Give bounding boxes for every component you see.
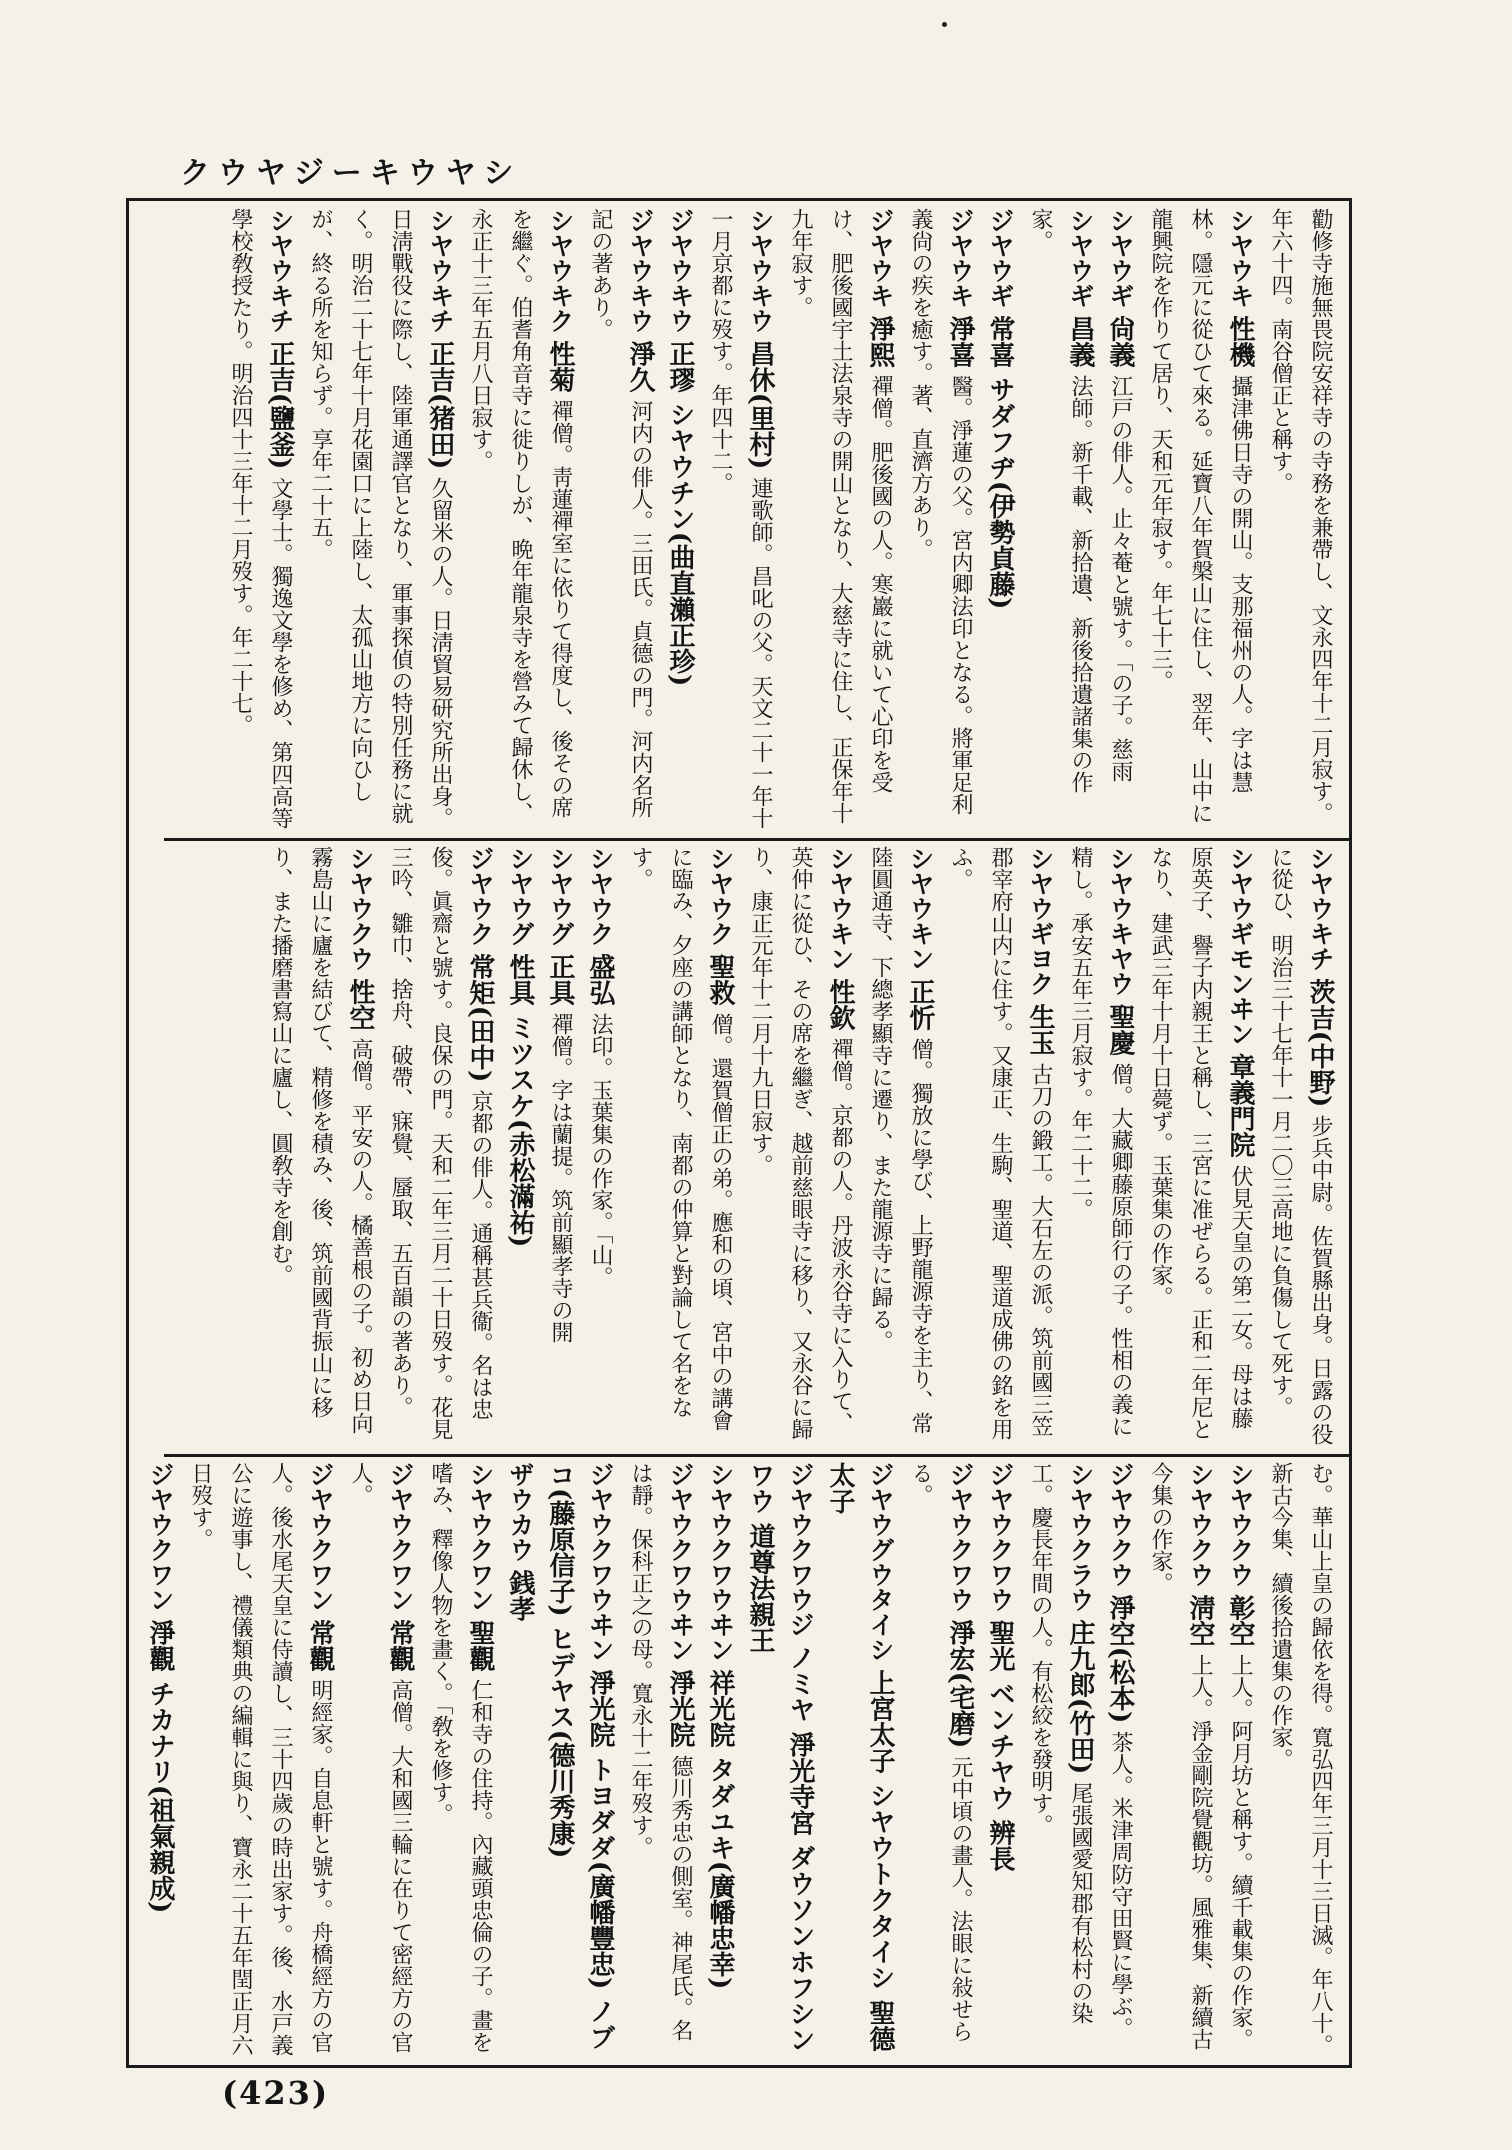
entry-text: 步兵中尉。佐賀縣出身。日露の役に從ひ、明治三十七年十一月二〇三高地に負傷して死す。 — [1268, 846, 1333, 1445]
running-head: クウヤジーキウヤシ — [180, 156, 522, 191]
entry-text: 高僧。大和國三輪に在りて密經方の官人。 — [348, 1462, 413, 2054]
dictionary-entry — [1020, 208, 1100, 830]
entry-name: 昌休(里村) — [745, 340, 775, 470]
entry-heading: シヤウグ — [546, 846, 575, 946]
entry-heading: シヤウキチ — [266, 208, 295, 333]
entry-heading: ジヤウクワン — [146, 1462, 175, 1612]
dictionary-entry — [740, 846, 860, 1446]
entry-name: 性菊 — [545, 340, 575, 393]
entry-text: 高僧。平安の人。橘善根の子。初め日向霧島山に廬を結びて、精修を積み、後、筑前國背振山に移り、また播磨書寫山に廬し、圓敎寺を創む。 — [268, 846, 373, 1435]
dictionary-entry — [1260, 208, 1340, 830]
entry-name: 淨熙 — [865, 315, 895, 368]
entry-name: 性機 — [1225, 315, 1255, 368]
entry-name: 聖觀 — [465, 1619, 495, 1672]
entry-text: 禪僧。靑蓮禪室に依りて得度し、後その席を繼ぐ。伯耆角音寺に徙りしが、晩年龍泉寺を營みて歸休し、永正十三年五月八日寂す。 — [468, 208, 573, 824]
entry-heading: シヤウギ — [1066, 208, 1095, 308]
dictionary-entry — [620, 846, 740, 1446]
entry-name: 正璆 シヤウチン(曲直瀨正珍) — [665, 340, 695, 687]
entry-heading: ジヤウクワン — [386, 1462, 415, 1612]
entry-text: 江戸の俳人。止々菴と號す。「の子。慈雨 — [1108, 375, 1133, 783]
dictionary-entry — [540, 846, 580, 1446]
entry-heading: シヤウクウ — [1226, 1462, 1255, 1587]
band-divider-2 — [164, 1454, 1350, 1457]
band-divider-1 — [164, 838, 1350, 841]
entry-heading: ジヤウクワウヰン — [666, 1462, 695, 1662]
entry-text: 明經家。自息軒と號す。舟橋經方の官人。後水尾天皇に侍讀し、三十四歲の時出家す。後、水戸義公に遊事し、禮儀類典の編輯に與り、寶永二十五年閏正月六日歿す。 — [188, 1462, 333, 2056]
entry-name: 淨光院 — [665, 1669, 695, 1748]
dictionary-entry — [1020, 1462, 1100, 2062]
entry-text: 僧。還賀僧正の弟。應和の頃、宮中の講會に臨み、夕座の講師となり、南都の仲算と對論して名をなす。 — [628, 846, 733, 1432]
dictionary-entry — [980, 1462, 1020, 2062]
entry-text: 京都の俳人。通稱甚兵衞。名は忠俊。眞齋と號す。良保の門。天和二年三月二十日歿す。花見三吟、雛巾、捨舟、破帶、寐覺、蜃取、五百韻の著あり。 — [388, 846, 493, 1440]
entry-heading: シヤウキ — [1226, 208, 1255, 308]
entry-name: 生玉 — [1025, 1003, 1055, 1056]
entry-heading: ジヤウクワン — [306, 1462, 335, 1612]
dictionary-entry — [820, 1462, 900, 2062]
entry-heading: シヤウクラウ — [1066, 1462, 1095, 1612]
dictionary-entry — [580, 846, 620, 1446]
page-number: (423) — [222, 2074, 330, 2112]
entry-text: 僧。獨放に學び、上野龍源寺を主り、常陸圓通寺、下總孝顯寺に遷り、また龍源寺に歸る。 — [868, 846, 933, 1435]
entry-text: 禪僧。字は蘭提。筑前顯孝寺の開 — [548, 1013, 573, 1344]
dictionary-entry — [1140, 208, 1260, 830]
entry-heading: ジヤウキウ — [626, 208, 655, 333]
entry-name: 彰空 — [1225, 1594, 1255, 1647]
dictionary-entry — [460, 208, 580, 830]
dictionary-entry — [700, 1462, 740, 2062]
entry-heading: シヤウギモンヰン — [1226, 846, 1255, 1046]
dictionary-entry — [1060, 846, 1140, 1446]
entry-name: 正吉(鹽釜) — [265, 340, 295, 470]
entry-heading: シヤウク — [706, 846, 735, 946]
dictionary-entry — [340, 1462, 420, 2062]
dictionary-entry — [1100, 208, 1140, 830]
dictionary-entry — [540, 1462, 620, 2062]
dictionary-entry — [420, 1462, 500, 2062]
entry-text: 攝津佛日寺の開山。支那福州の人。字は慧林。隱元に從ひて來る。延寶八年賀槃山に住し、翌年、山中に龍興院を作りて居り、天和元年寂す。年七十三。 — [1148, 208, 1253, 824]
dictionary-entry — [260, 846, 380, 1446]
entry-text: 文學士。獨逸文學を修め、第四高等學校敎授たり。明治四十三年十二月歿す。年二十七。 — [228, 208, 293, 829]
entry-name: 庄九郎(竹田) — [1065, 1619, 1095, 1775]
entry-heading: ジヤウギ — [986, 208, 1015, 308]
entry-name: 正忻 — [905, 978, 935, 1031]
entry-name: 淨空(松本) — [1105, 1594, 1135, 1724]
entry-name: 尙義 — [1105, 315, 1135, 368]
entry-heading: シヤウキチ — [1306, 846, 1335, 971]
dictionary-entry — [740, 1462, 820, 2062]
entry-text: 古刀の鍛工。大石左の派。筑前國三笠郡宰府山内に住す。又康正、生駒、聖道、聖道成佛の銘を用ふ。 — [948, 846, 1053, 1440]
dictionary-entry — [1220, 1462, 1260, 2062]
text-band-2 — [166, 846, 1340, 1446]
entry-heading: シヤウキン — [826, 846, 855, 971]
dictionary-entry — [660, 208, 700, 830]
dictionary-entry — [580, 208, 660, 830]
entry-heading: ジヤウキ — [946, 208, 975, 308]
entry-name: 正具 — [545, 953, 575, 1006]
entry-text: 法師。新千載、新拾遺、新後拾遺諸集の作家。 — [1028, 208, 1093, 794]
dictionary-entry — [780, 208, 900, 830]
entry-name: 常觀 — [385, 1619, 415, 1672]
entry-name: 淨光院 トヨダダ(廣幡豐忠) ノブコ(藤原信子) ヒデヤス(德川秀康) — [545, 1462, 615, 2051]
dictionary-entry — [620, 1462, 700, 2062]
entry-heading: ジヤウク — [466, 846, 495, 946]
entry-text: 德川秀忠の側室。神尾氏。名は靜。保科正之の母。寬永十二年歿す。 — [628, 1462, 693, 2042]
dictionary-entry — [700, 208, 780, 830]
entry-name: 聖光 ベンチヤウ 辨長 — [985, 1619, 1015, 1872]
text-band-3 — [145, 1462, 1340, 2062]
entry-heading: ザウカウ — [506, 1462, 535, 1562]
entry-text: 上人。淨金剛院覺觀坊。風雅集、新續古今集の作家。 — [1148, 1462, 1213, 2051]
dictionary-entry — [1140, 846, 1260, 1446]
entry-heading: シヤウキク — [546, 208, 575, 333]
entry-name: 淨喜 — [945, 315, 975, 368]
entry-heading: ジヤウキ — [866, 208, 895, 308]
dictionary-entry — [900, 208, 980, 830]
entry-name: 章義門院 — [1225, 1053, 1255, 1158]
entry-name: 常矩(田中) — [465, 953, 495, 1083]
entry-name: 性空 — [345, 978, 375, 1031]
entry-heading: シヤウキウ — [746, 208, 775, 333]
entry-heading: シヤウクウ — [346, 846, 375, 971]
entry-text: 仁和寺の住持。內藏頭忠倫の子。畫を嗜み、釋像人物を畫く。「敎を修す。 — [428, 1462, 493, 2054]
dictionary-entry — [500, 846, 540, 1446]
entry-name: 祥光院 タダユキ(廣幡忠幸) — [705, 1669, 735, 1990]
entry-heading: シヤウキヤウ — [1106, 846, 1135, 996]
entry-name: 聖慶 — [1105, 1003, 1135, 1056]
dictionary-entry — [1100, 1462, 1140, 2062]
entry-heading: シヤウグ — [506, 846, 535, 946]
dictionary-entry — [220, 208, 300, 830]
entry-heading: ジヤウクワウ — [986, 1462, 1015, 1612]
entry-name: 性欽 — [825, 978, 855, 1031]
dictionary-entry — [1140, 1462, 1220, 2062]
entry-name: 正吉(猪田) — [425, 340, 455, 470]
entry-text: 元中頃の畫人。法眼に敍せらる。 — [908, 1462, 973, 2042]
entry-heading: ジヤウクワウ — [946, 1462, 975, 1612]
entry-heading: シヤウクワン — [466, 1462, 495, 1612]
entry-name: 昌義 — [1065, 315, 1095, 368]
entry-name: 盛弘 — [585, 953, 615, 1006]
entry-heading: シヤウギヨク — [1026, 846, 1055, 996]
entry-text: 禪僧。京都の人。丹波永谷寺に入りて、英仲に從ひ、その席を繼ぎ、越前慈眼寺に移り、又永谷に歸り、康正元年十二月十九日寂す。 — [748, 846, 853, 1440]
entry-name: ノミヤ 淨光寺宮 ダウソンホフシンワウ 道尊法親王 — [745, 1462, 815, 2053]
dictionary-entry — [140, 1462, 180, 2062]
entry-text: 伏見天皇の第二女。母は藤原英子、譽子内親王と稱し、三宮に准ぜらる。正和二年尼となり、建武三年十月十日薨ず。玉葉集の作家。 — [1148, 846, 1253, 1440]
dictionary-entry — [1260, 1462, 1340, 2062]
dictionary-entry — [380, 846, 500, 1446]
entry-heading: シヤウク — [586, 846, 615, 946]
entry-text: 上人。阿月坊と稱す。續千載集の作家。 — [1228, 1654, 1253, 2051]
entry-text: 勸修寺施無畏院安祥寺の寺務を兼帶し、文永四年十二月寂す。年六十四。南谷僧正と稱す。 — [1268, 208, 1333, 824]
entry-text: 法印。玉葉集の作家。「山。 — [588, 1013, 613, 1289]
dictionary-entry — [1260, 846, 1340, 1446]
entry-name: 淨宏(宅磨) — [945, 1619, 975, 1749]
entry-text: 河内の俳人。三田氏。貞德の門。河内名所記の著あり。 — [588, 208, 653, 819]
dictionary-entry — [860, 846, 940, 1446]
entry-text: 僧。大藏卿藤原師行の子。性相の義に精し。承安五年三月寂す。年二十二。 — [1068, 846, 1133, 1438]
entry-text: 久留米の人。日淸貿易研究所出身。日淸戰役に際し、陸軍通譯官となり、軍事探偵の特別任務に就く。明治二十七年十月花園口に上陸し、太孤山地方に向ひしが、終る所を知らず。享年二十五。 — [308, 208, 453, 829]
entry-name: 淨觀 チカナリ(祖氣親成) — [145, 1619, 175, 1914]
entry-text: 醫。淨蓮の父。宮内卿法印となる。將軍足利義尙の疾を癒す。著、直濟方あり。 — [908, 208, 973, 816]
entry-text: 禪僧。肥後國の人。寒巖に就いて心印を受け、肥後國宇土法泉寺の開山となり、大慈寺に住し、正保年十九年寂す。 — [788, 208, 893, 824]
entry-name: 常喜 サダフヂ(伊勢貞藤) — [985, 315, 1015, 610]
dictionary-entry — [300, 208, 460, 830]
entry-text: 連歌師。昌叱の父。天文二十一年十一月京都に歿す。年四十二。 — [708, 208, 773, 829]
entry-heading: ジヤウグウタイシ — [866, 1462, 895, 1662]
entry-name: 聖救 — [705, 953, 735, 1006]
entry-heading: ジヤウクワウヰン — [586, 1462, 615, 1662]
entry-heading: ジヤウキウ — [666, 208, 695, 333]
text-band-1 — [166, 208, 1340, 830]
entry-heading: シヤウキチ — [426, 208, 455, 333]
entry-name: 銭孝 — [505, 1569, 535, 1622]
page-mark-dot — [942, 22, 947, 27]
entry-name: 上宮太子 シヤウトクタイシ 聖德太子 — [825, 1462, 895, 2052]
entry-heading: ジヤウクワウジ — [786, 1462, 815, 1637]
entry-name: 淸空 — [1185, 1594, 1215, 1647]
dictionary-entry — [180, 1462, 340, 2062]
dictionary-entry — [940, 846, 1060, 1446]
entry-heading: シヤウクワウヰン — [706, 1462, 735, 1662]
entry-text: 尾張國愛知郡有松村の染工。慶長年間の人。有松絞を發明す。 — [1028, 1462, 1093, 2024]
dictionary-entry — [900, 1462, 980, 2062]
entry-heading: シヤウキン — [906, 846, 935, 971]
entry-heading: ジヤウクウ — [1106, 1462, 1135, 1587]
dictionary-entry — [500, 1462, 540, 2062]
entry-heading: シヤウクウ — [1186, 1462, 1215, 1587]
entry-heading: シヤウギ — [1106, 208, 1135, 308]
entry-name: 茨吉(中野) — [1305, 978, 1335, 1108]
entry-name: 性具 ミツスケ(赤松滿祐) — [505, 953, 535, 1248]
entry-name: 常觀 — [305, 1619, 335, 1672]
entry-name: 淨久 — [625, 340, 655, 393]
entry-text: む。華山上皇の歸依を得。寬弘四年三月十三日滅。年八十。新古今集、續後拾遺集の作家。 — [1268, 1462, 1333, 2056]
entry-text: 茶人。米津周防守田賢に學ぶ。 — [1108, 1730, 1133, 2039]
dictionary-entry — [980, 208, 1020, 830]
